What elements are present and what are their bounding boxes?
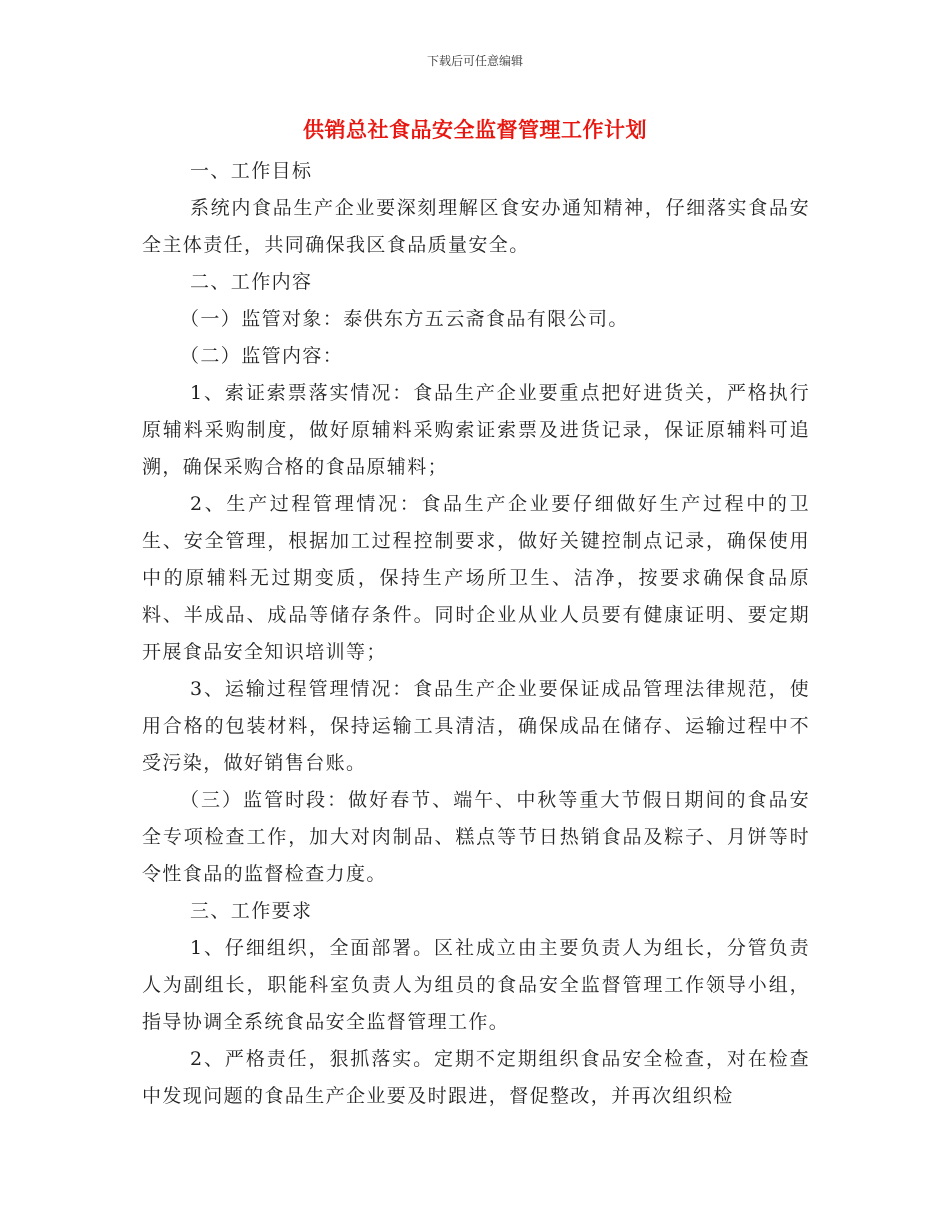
paragraph: 2、严格责任，狠抓落实。定期不定期组织食品安全检查，对在检查中发现问题的食品生产企业要及时跟进，督促整改，并再次组织检 <box>142 1048 810 1107</box>
document-title: 供销总社食品安全监督管理工作计划 <box>303 118 647 142</box>
document-body <box>142 153 810 1115</box>
paragraph: 2、生产过程管理情况：食品生产企业要仔细做好生产过程中的卫生、安全管理，根据加工过程控制要求，做好关键控制点记录，确保使用中的原辅料无过期变质，保持生产场所卫生、洁净，按要求确保食品原料、半成品、成品等储存条件。同时企业从业人员要有健康证明、要定期开展食品安全知识培训等； <box>142 493 810 663</box>
subsection-heading: （二）监管内容： <box>180 345 344 367</box>
section-heading-goals: 一、工作目标 <box>190 160 313 182</box>
section-heading-requirements: 三、工作要求 <box>190 900 313 922</box>
header-note: 下载后可任意编辑 <box>426 54 523 68</box>
subsection-heading: （一）监管对象：泰供东方五云斋食品有限公司。 <box>180 308 629 330</box>
paragraph: 1、索证索票落实情况：食品生产企业要重点把好进货关，严格执行原辅料采购制度，做好原辅料采购索证索票及进货记录，保证原辅料可追溯，确保采购合格的食品原辅料； <box>142 382 810 478</box>
paragraph: 3、运输过程管理情况：食品生产企业要保证成品管理法律规范，使用合格的包装材料，保持运输工具清洁，确保成品在储存、运输过程中不受污染，做好销售台账。 <box>142 678 810 774</box>
paragraph: 1、仔细组织，全面部署。区社成立由主要负责人为组长，分管负责人为副组长，职能科室负责人为组员的食品安全监督管理工作领导小组，指导协调全系统食品安全监督管理工作。 <box>142 937 810 1033</box>
section-heading-content: 二、工作内容 <box>190 271 313 293</box>
paragraph: 系统内食品生产企业要深刻理解区食安办通知精神，仔细落实食品安全主体责任，共同确保我区食品质量安全。 <box>142 197 810 256</box>
subsection-heading: （三）监管时段：做好春节、端午、中秋等重大节假日期间的食品安全专项检查工作，加大对肉制品、糕点等节日热销食品及粽子、月饼等时令性食品的监督检查力度。 <box>142 789 810 885</box>
